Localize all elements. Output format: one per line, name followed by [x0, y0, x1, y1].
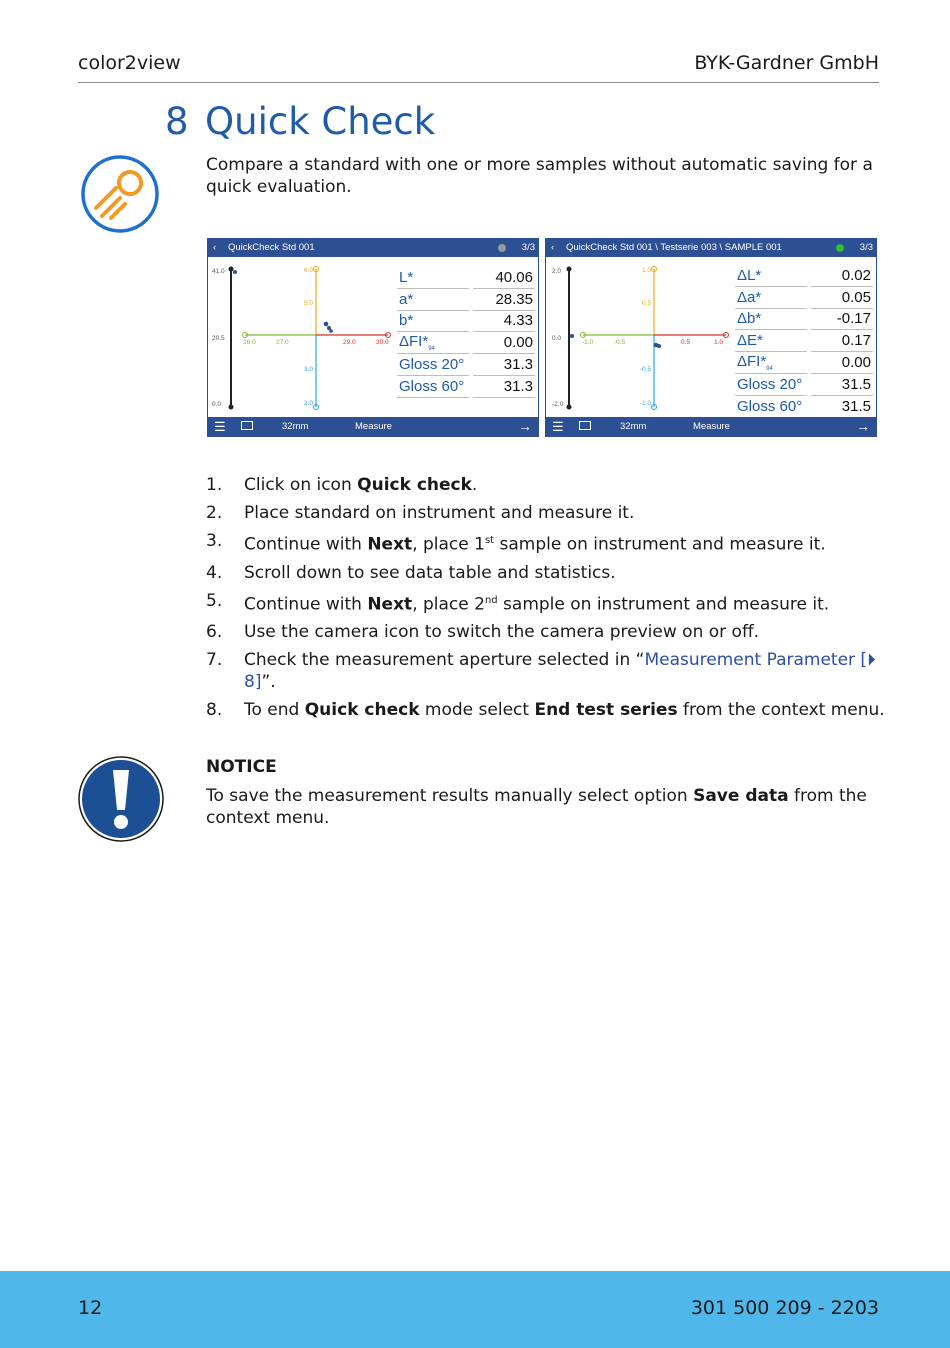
text-run: End test series: [534, 700, 678, 721]
text-run: .: [471, 475, 478, 495]
cross-reference-link[interactable]: Measurement Parameter: [644, 650, 856, 671]
value-cell: 0.05: [811, 286, 873, 308]
status-indicator-icon: [836, 244, 844, 252]
lightness-axis-bottom: [229, 405, 234, 410]
value-row: [397, 354, 535, 376]
value-label: [397, 354, 469, 376]
step-number: 8.: [206, 700, 223, 721]
step-item: [206, 590, 886, 616]
page-footer: [0, 1271, 950, 1348]
screen-title-bar: [546, 239, 876, 257]
screen-bottom-bar: [546, 417, 876, 436]
text-run: To save the measurement results manually select option: [206, 786, 694, 806]
a-axis-tick-label: 27.0: [276, 339, 289, 346]
cross-reference-link[interactable]: ⏵: [867, 650, 876, 671]
value-row: [397, 332, 535, 354]
text-run: Continue with: [244, 594, 368, 615]
value-row: [735, 395, 873, 417]
lightness-axis-top: [567, 267, 572, 272]
screen-title: QuickCheck Std 001 \ Testserie 003 \ SAMPLE 001: [566, 242, 782, 253]
step-item: [206, 530, 886, 556]
text-run: sample on instrument and measure it.: [497, 594, 830, 615]
text-run: To end: [244, 700, 305, 721]
step-number: 3.: [206, 531, 223, 551]
value-label-subscript: 94: [428, 346, 435, 353]
color-plot: [208, 257, 398, 417]
value-row: [735, 352, 873, 374]
value-cell: 0.00: [473, 332, 535, 354]
value-cell: 31.3: [473, 354, 535, 376]
value-row: [735, 308, 873, 330]
value-cell: 31.5: [811, 395, 873, 417]
text-run: mode select: [419, 700, 535, 721]
text-run: Check the measurement aperture selected in “: [244, 650, 645, 671]
lightness-marker: [233, 270, 237, 274]
value-row: [397, 267, 535, 288]
value-label-text: a*: [399, 290, 414, 308]
values-table: [735, 265, 873, 418]
document-number: 301 500 209 - 2203: [690, 1297, 879, 1319]
value-cell: 31.5: [811, 373, 873, 395]
status-indicator-icon: [498, 244, 506, 252]
screen-title: QuickCheck Std 001: [228, 242, 315, 253]
lightness-tick-label: 0.0: [552, 335, 562, 342]
lightness-tick-label: -2.0: [552, 401, 564, 408]
text-run: Next: [367, 534, 413, 555]
value-row: [735, 265, 873, 286]
page-number: 12: [78, 1297, 103, 1319]
b-axis-tick-label: -1.0: [639, 400, 651, 407]
step-item: [206, 562, 886, 584]
lightness-tick-label: 20.5: [212, 335, 225, 342]
notice-title: NOTICE: [206, 757, 277, 777]
value-cell: 31.3: [473, 375, 535, 397]
text-run: st: [484, 535, 495, 546]
measure-button[interactable]: Measure: [693, 421, 730, 432]
value-label: [397, 332, 469, 354]
value-label-subscript: 94: [766, 366, 773, 373]
value-label-text: Δa*: [737, 288, 762, 306]
value-label-text: Gloss 60°: [399, 377, 465, 395]
notice-exclamation-icon: [78, 756, 164, 842]
step-number: 6.: [206, 622, 223, 643]
value-label: [397, 375, 469, 397]
text-run: Quick check: [304, 700, 420, 721]
step-number: 1.: [206, 475, 223, 495]
color-difference-plot: [546, 257, 736, 417]
header-product: color2view: [78, 52, 181, 74]
value-label: [735, 265, 807, 286]
a-axis-tick-label: 1.0: [714, 339, 724, 346]
camera-icon[interactable]: [579, 421, 591, 430]
value-label-text: Gloss 60°: [737, 397, 803, 415]
value-row: [735, 373, 873, 395]
header-divider: [78, 82, 879, 83]
value-row: [397, 375, 535, 397]
b-axis-tick-label: 0.5: [641, 300, 651, 307]
b-axis-tick-label: 3.0: [303, 366, 313, 373]
value-label-text: ΔFI*: [399, 333, 429, 351]
screen-bottom-bar: [208, 417, 538, 436]
text-run: sample on instrument and measure it.: [494, 534, 826, 555]
cross-reference-link[interactable]: [: [855, 650, 868, 671]
cross-reference-link[interactable]: 8]: [244, 672, 262, 693]
quick-check-sample-screen: [545, 238, 877, 437]
quick-check-standard-screen: [207, 238, 539, 437]
step-item: [206, 699, 886, 721]
a-axis-tick-label: 30.0: [376, 339, 389, 346]
a-axis-tick-label: 26.0: [243, 339, 256, 346]
value-cell: 28.35: [473, 288, 535, 310]
value-cell: 40.06: [473, 267, 535, 288]
value-label-text: ΔFI*: [737, 353, 767, 371]
a-axis-tick-label: 0.5: [681, 339, 691, 346]
value-row: [397, 288, 535, 310]
step-item: [206, 474, 886, 496]
value-label-text: b*: [399, 312, 414, 330]
color-point: [329, 329, 333, 333]
values-table: [397, 267, 535, 398]
lightness-tick-label: 2.0: [552, 268, 562, 275]
text-run: Scroll down to see data table and statistics.: [244, 562, 616, 583]
value-label-text: Δb*: [737, 310, 762, 328]
text-run: , place 2: [412, 594, 485, 615]
value-cell: 0.17: [811, 330, 873, 352]
value-row: [735, 330, 873, 352]
value-label-text: L*: [399, 268, 414, 286]
measure-button[interactable]: Measure: [355, 421, 392, 432]
screen-counter: 3/3: [521, 242, 535, 253]
text-run: from the context menu.: [677, 700, 885, 721]
text-run: nd: [484, 594, 498, 606]
value-label-text: Gloss 20°: [737, 375, 803, 393]
intro-text: Compare a standard with one or more samples without automatic saving for a quick evaluation.: [206, 155, 873, 197]
a-axis-tick-label: 29.0: [343, 339, 356, 346]
text-run: Place standard on instrument and measure it.: [244, 503, 635, 523]
value-label: [735, 352, 807, 374]
step-number: 4.: [206, 562, 223, 583]
back-chevron-icon[interactable]: ‹: [213, 242, 217, 253]
section-title: [165, 100, 435, 143]
aperture-label: 32mm: [620, 421, 647, 432]
text-run: , place 1: [412, 534, 485, 555]
step-number: 2.: [206, 503, 223, 523]
step-item: [206, 502, 886, 524]
aperture-label: 32mm: [282, 421, 309, 432]
b-axis-tick-label: 2.0: [303, 400, 313, 407]
next-arrow-icon[interactable]: →: [856, 418, 870, 434]
value-label: [397, 310, 469, 332]
step-item: [206, 649, 886, 693]
value-cell: 0.02: [811, 265, 873, 286]
value-label: [735, 286, 807, 308]
value-cell: 4.33: [473, 310, 535, 332]
lightness-tick-label: 0.0: [212, 401, 222, 408]
text-run: Use the camera icon to switch the camera preview on or off.: [244, 622, 760, 643]
a-axis-tick-label: -0.5: [614, 339, 626, 346]
text-run: Quick check: [357, 475, 472, 495]
lightness-axis-top: [229, 267, 234, 272]
text-run: from the context menu.: [206, 786, 867, 828]
text-run: Click on icon: [244, 475, 358, 495]
value-label-text: ΔE*: [737, 332, 763, 350]
next-arrow-icon[interactable]: →: [518, 418, 532, 434]
lightness-tick-label: 41.0: [212, 268, 225, 275]
value-label: [735, 308, 807, 330]
instruction-steps: [206, 474, 886, 727]
header-company: BYK-Gardner GmbH: [694, 52, 879, 74]
value-label: [397, 267, 469, 288]
screen-counter: 3/3: [859, 242, 873, 253]
color-point: [324, 322, 329, 327]
step-item: [206, 621, 886, 643]
menu-icon[interactable]: ☰: [214, 419, 226, 434]
value-row: [397, 310, 535, 332]
b-axis-tick-label: -0.5: [639, 366, 651, 373]
value-cell: 0.00: [811, 352, 873, 374]
value-label: [735, 373, 807, 395]
value-label: [735, 395, 807, 417]
a-axis-tick-label: -1.0: [582, 339, 594, 346]
text-run: Continue with: [244, 534, 368, 555]
notice-text: [206, 785, 876, 829]
screen-title-bar: [208, 239, 538, 257]
value-label: [397, 288, 469, 310]
b-axis-tick-label: 6.0: [303, 267, 313, 274]
b-axis-tick-label: 1.0: [641, 267, 651, 274]
camera-icon[interactable]: [241, 421, 253, 430]
text-run: Next: [367, 594, 413, 615]
step-number: 5.: [206, 590, 223, 611]
text-run: Save data: [693, 786, 789, 806]
text-run: ”.: [261, 672, 276, 693]
value-cell: -0.17: [811, 308, 873, 330]
section-number: 8: [165, 100, 189, 143]
quick-check-icon: [80, 154, 160, 234]
lightness-axis-bottom: [567, 405, 572, 410]
b-axis-tick-label: 5.0: [303, 300, 313, 307]
value-label-text: ΔL*: [737, 266, 762, 284]
back-chevron-icon[interactable]: ‹: [551, 242, 555, 253]
step-number: 7.: [206, 650, 223, 671]
value-label-text: Gloss 20°: [399, 356, 465, 374]
menu-icon[interactable]: ☰: [552, 419, 564, 434]
section-title-text: Quick Check: [205, 100, 436, 143]
value-label: [735, 330, 807, 352]
color-point: [657, 344, 661, 348]
value-row: [735, 286, 873, 308]
lightness-marker: [570, 334, 574, 338]
